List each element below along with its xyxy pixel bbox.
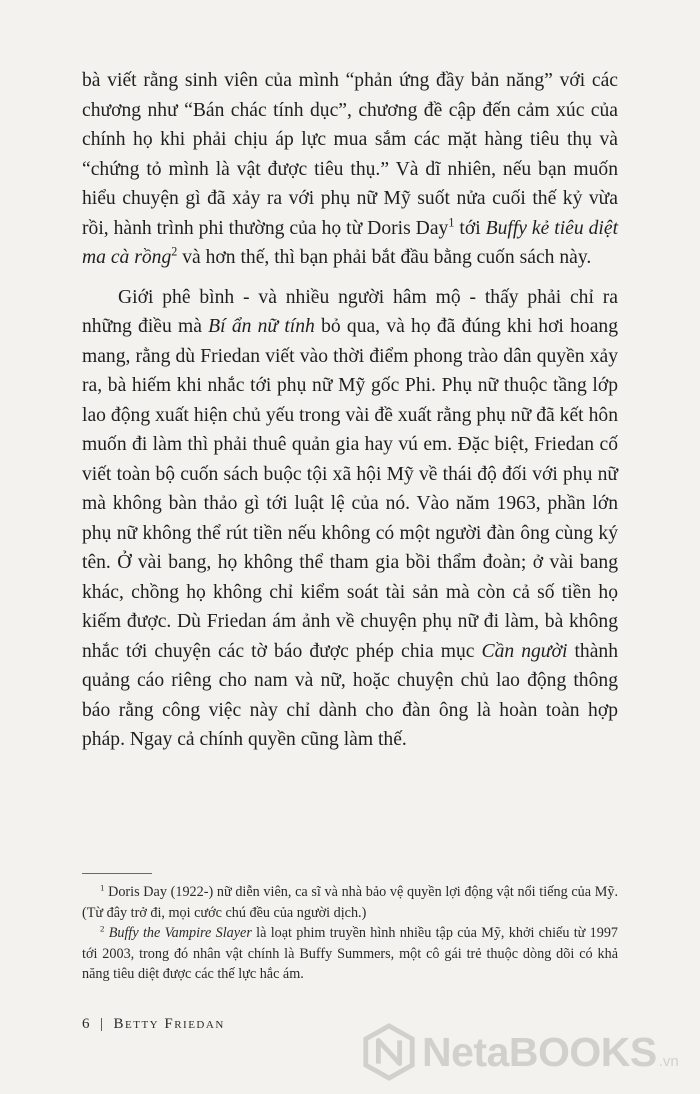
footnote-ref-2: 2 xyxy=(171,244,178,259)
paragraph-2-text: Giới phê bình - và nhiều người hâm mộ - thấy phải chỉ ra những điều mà xyxy=(82,286,618,337)
paragraph-1-text: bà viết rằng sinh viên của mình “phản ứng đầy bản năng” với các chương như “Bán chác tính dục”, chương đề cập đến cảm xúc của chính họ khi phải chịu áp lực mua sắm các mặt hàng tiêu thụ và “chứng tỏ mình là vật được tiêu thụ.” Và dĩ nhiên, nếu bạn muốn hiểu chuyện gì đã xảy ra với phụ nữ Mỹ suốt nửa cuối thế kỷ vừa rồi, hành trình phi thường của họ từ Doris Day xyxy=(82,70,618,239)
footnote-2-title: Buffy the Vampire Slayer xyxy=(108,925,252,941)
paragraph-2 xyxy=(82,283,618,755)
paragraph-2-text-b: bỏ qua, và họ đã đúng khi hơi hoang mang, rằng dù Friedan viết vào thời điểm phong trào dân quyền xảy ra, bà hiếm khi nhắc tới phụ nữ Mỹ gốc Phi. Phụ nữ thuộc tầng lớp lao động xuất hiện chủ yếu trong vài đề xuất rằng phụ nữ đã kết hôn muốn đi làm thì phải thuê quản gia hay vú em. Đặc biệt, Friedan cố viết toàn bộ cuốn sách buộc tội xã hội Mỹ về thái độ đối với phụ nữ mà không bàn thảo gì tới luật lệ của nó. Vào năm 1963, phần lớn phụ nữ không thể rút tiền nếu không có một người đàn ông cùng ký tên. Ở vài bang, họ không thể tham gia bồi thẩm đoàn; ở vài bang khác, chồng họ không chỉ kiểm soát tài sản mà còn cả số tiền họ kiếm được. Dù Friedan ám ảnh về chuyện phụ nữ đi làm, bà không nhắc tới chuyện các tờ báo được phép chia mục xyxy=(82,316,618,662)
page-number: 6 xyxy=(82,1016,90,1032)
watermark-suffix: .vn xyxy=(658,1053,679,1070)
paragraph-2-text-c: thành quảng cáo riêng cho nam và nữ, hoặc chuyện chủ lao động thông báo rằng công việc này chỉ dành cho đàn ông là hoàn toàn hợp pháp. Ngay cả chính quyền cũng làm thế. xyxy=(82,640,618,750)
paragraph-1 xyxy=(82,66,618,273)
paragraph-1-text-c: và hơn thế, thì bạn phải bắt đầu bằng cuốn sách này. xyxy=(177,247,592,268)
page-footer xyxy=(82,1016,225,1033)
footnote-1 xyxy=(82,882,618,923)
paragraph-1-text-b: tới xyxy=(454,217,486,239)
watermark-brand: NetaBOOKS xyxy=(422,1028,657,1075)
footnote-2-number: 2 xyxy=(100,923,105,934)
title-feminine-mystique: Bí ẩn nữ tính xyxy=(208,316,315,337)
footnote-1-number: 1 xyxy=(100,882,105,893)
watermark xyxy=(360,1022,696,1082)
footnote-1-text: Doris Day (1922-) nữ diễn viên, ca sĩ và nhà bảo vệ quyền lợi động vật nổi tiếng của Mỹ. (Từ đây trở đi, mọi cước chú đều của người dịch.) xyxy=(82,884,618,921)
section-help-wanted: Cần người xyxy=(481,640,568,662)
footnote-2 xyxy=(82,923,618,985)
body-text xyxy=(82,66,618,755)
title-buffy-vi: Buffy kẻ tiêu diệt ma cà rồng xyxy=(82,217,619,268)
footnote-divider xyxy=(82,873,152,874)
footnote-ref-1: 1 xyxy=(448,214,455,229)
footer-separator: | xyxy=(100,1016,104,1032)
footnotes xyxy=(82,880,618,985)
netabooks-logo-icon xyxy=(360,1023,418,1081)
footnote-2-text: là loạt phim truyền hình nhiều tập của Mỹ, khởi chiếu từ 1997 tới 2003, trong đó nhân vật chính là Buffy Summers, một cô gái trẻ thuộc dòng dõi có khả năng tiêu diệt được các thế lực hắc ám. xyxy=(82,925,619,982)
running-author: Betty Friedan xyxy=(113,1016,225,1032)
